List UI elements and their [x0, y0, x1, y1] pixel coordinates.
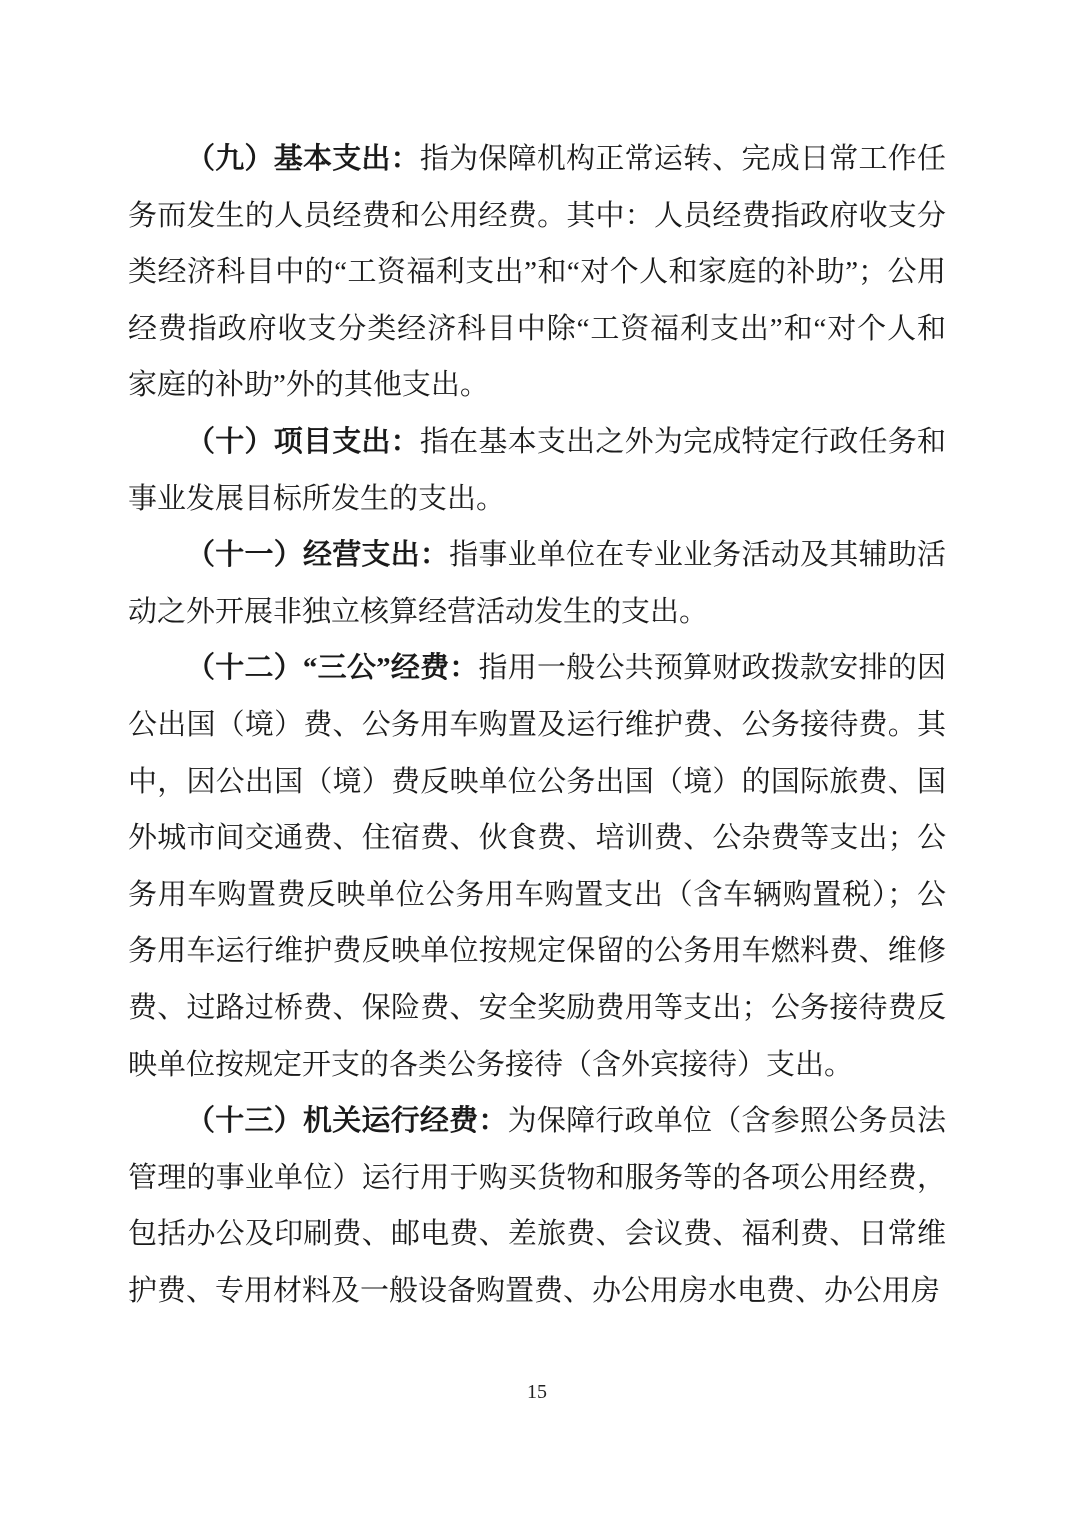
paragraph-lead: （十二）“三公”经费：: [186, 652, 479, 685]
paragraph-lead: （十一）经营支出：: [186, 539, 450, 572]
page-number: 15: [527, 1381, 547, 1403]
document-text-body: [128, 131, 946, 1319]
paragraph-three-public-funds: [128, 640, 946, 1093]
paragraph-body: 指在基本支出之外为完成特定行政任务和事业发展目标所发生的支出。: [128, 425, 946, 515]
paragraph-lead: （十三）机关运行经费：: [186, 1105, 508, 1138]
paragraph-lead: （九）基本支出：: [186, 143, 420, 175]
paragraph-body: 为保障行政单位（含参照公务员法管理的事业单位）运行用于购买货物和服务等的各项公用经费，包括办公及印刷费、邮电费、差旅费、会议费、福利费、日常维护费、专用材料及一般设备购置费、办公用房水电费、办公用房: [128, 1105, 946, 1307]
paragraph-agency-operating-funds: [128, 1093, 946, 1319]
paragraph-body: 指为保障机构正常运转、完成日常工作任务而发生的人员经费和公用经费。其中：人员经费指政府收支分类经济科目中的“工资福利支出”和“对个人和家庭的补助”；公用经费指政府收支分类经济科目中除“工资福利支出”和“对个人和家庭的补助”外的其他支出。: [128, 143, 946, 402]
paragraph-body: 指事业单位在专业业务活动及其辅助活动之外开展非独立核算经营活动发生的支出。: [128, 539, 946, 628]
paragraph-operating-expenditure: [128, 527, 946, 640]
paragraph-lead: （十）项目支出：: [186, 425, 420, 458]
paragraph-project-expenditure: [128, 414, 946, 527]
paragraph-body: 指用一般公共预算财政拨款安排的因公出国（境）费、公务用车购置及运行维护费、公务接待费。其中，因公出国（境）费反映单位公务出国（境）的国际旅费、国外城市间交通费、住宿费、伙食费、培训费、公杂费等支出；公务用车购置费反映单位公务用车购置支出（含车辆购置税）；公务用车运行维护费反映单位按规定保留的公务用车燃料费、维修费、过路过桥费、保险费、安全奖励费用等支出；公务接待费反映单位按规定开支的各类公务接待（含外宾接待）支出。: [128, 652, 946, 1081]
paragraph-basic-expenditure: [128, 131, 946, 414]
